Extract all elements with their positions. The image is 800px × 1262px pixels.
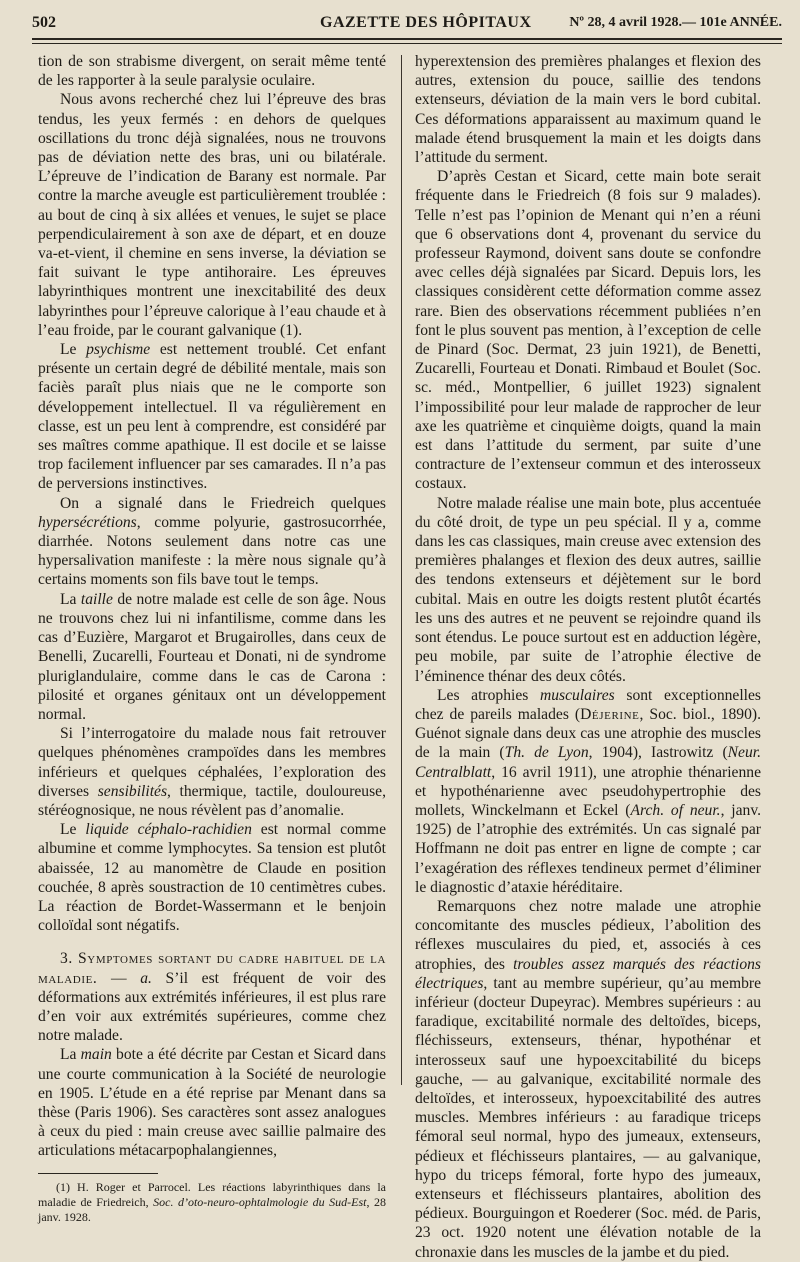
italic-ref: Neur. Centralblatt — [415, 744, 762, 781]
section-paragraph: 3. Symptomes sortant du cadre habituel de la maladie. — a. S’il est fréquent de voir des déformations aux extrémités inférieures, il est plus rare d’en voir aux extrémités supérieures, comme chez notre malade. — [38, 950, 386, 1045]
page-number: 502 — [32, 14, 56, 31]
paragraph: Remarquons chez notre malade une atrophie concomitante des muscles pédieux, l’abolition des réflexes musculaires du pied, et, associés à ces atrophies, des troubles assez marqués des réactions électriques, tant au membre supérieur, qu’au membre inférieur (docteur Dupeyrac). Membres supérieurs : au faradique, excitabilité normale des deltoïdes, biceps, fléchisseurs, extenseurs, thénar, hypothénar et interosseux sauf une hypoexcitabilité du biceps gauche, — au galvanique, excitabilité normale des deltoïdes, et interosseux, hypoexcitabilité des autres muscles. Membres inférieurs : au faradique triceps fémoral seul normal, hypo des jumeaux, extenseurs, pédieux et fléchisseurs plantaires, — au galvanique, hypo du triceps fémoral, forte hypo des jumeaux, extenseurs et fléchisseurs plantaires, abolition des pédieux. Bourguingon et Roederer (Soc. méd. de Paris, 23 oct. 1920 notent une élévation notable de la chronaxie dans les muscles de la jambe et du pied. — [415, 897, 761, 1261]
paragraph: D’après Cestan et Sicard, cette main bote serait fréquente dans le Friedreich (8 fois sur 9 malades). Telle n’est pas l’opinion de Menant qui n’en a réuni que 6 observations dont 4, provenant du service du professeur Raymond, doivent sans doute se confondre avec celles déjà signalées par Sicard. Depuis lors, les classiques considèrent cette déformation comme assez rare. Bien des observations récemment publiées n’en font le plus souvent pas mention, à l’exception de celle de Pinard (Soc. Dermat, 23 juin 1921), de Benetti, Zucarelli, Fourteau et Donati. Rimbaud et Boulet (Soc. sc. méd., Montpellier, 6 juillet 1923) signalent l’impossibilité pour leur malade de rapprocher de leur axe les quatrième et cinquième doigts, quand la main est dans l’attitude du serment, par suite d’une contracture de l’extenseur commun et des interosseux costaux. — [415, 168, 761, 493]
paragraph: Le psychisme est nettement troublé. Cet enfant présente un certain degré de débilité mentale, mais son faciès paraît plus niais que ne le comporte son développement intellectuel. Il va régulièrement en classe, est un peu lent à comprendre, est considéré par ses maîtres comme apathique. Il est docile et se laisse trop facilement influencer par ses camarades. Il n’a pas de perversions instinctives. — [38, 341, 386, 493]
paragraph: Notre malade réalise une main bote, plus accentuée du côté droit, de type un peu spécial. Il y a, comme dans les cas classiques, main creuse avec extension des premières phalanges et flexion des deux autres, saillie des tendons extenseurs et déjètement sur le bord cubital. Mais en outre les doigts restent plutôt écartés les uns des autres et ne peuvent se rejoindre quand ils sont étendus. Le pouce surtout est en adduction légère, peu mobile, par suite de l’atrophie élective de l’éminence thénar des deux côtés. — [415, 494, 761, 685]
footnote-journal: Soc. d’oto-neuro-ophtalmologie du Sud-Est — [153, 1194, 367, 1209]
italic-term: musculaires — [539, 686, 615, 704]
paragraph: Si l’interrogatoire du malade nous fait retrouver quelques phénomènes crampoïdes dans les membres inférieurs et quelques céphalées, l’exploration des diverses sensibilités, thermique, tactile, douloureuse, stéréognosique, ne nous révèlent pas d’anomalie. — [38, 725, 386, 819]
right-column — [415, 52, 761, 1262]
paragraph: tion de son strabisme divergent, on serait même tenté de les rapporter à la seule paralysie oculaire. — [38, 53, 386, 90]
header-rule-thin — [32, 43, 782, 44]
italic-term: liquide céphalo-rachidien — [85, 821, 252, 839]
paragraph: On a signalé dans le Friedreich quelques hypersécrétions, comme polyurie, gastrosucorrhée, diarrhée. Notons seulement dans notre cas une hypersalivation manifeste : la mère nous signale qu’à certains moments son fils bave tout le temps. — [38, 494, 386, 589]
author-name: Déjerine — [580, 705, 640, 723]
paragraph: hyperextension des premières phalanges et flexion des autres, extension du pouce, saillie des tendons extenseurs, déviation de la main vers le bord cubital. Ces déformations apparaissent au maximum quand le malade étend brusquement la main et les doigts dans l’attitude du serment. — [415, 53, 761, 167]
paragraph: Les atrophies musculaires sont exceptionnelles chez de pareils malades (Déjerine, Soc. biol., 1890). Guénot signale dans deux cas une atrophie des muscles de la main (Th. de Lyon, 1904), Iastrowitz (Neur. Centralblatt, 16 avril 1911), une atrophie thénarienne et hypothénarienne avec pseudohypertrophie des mollets, Winckelmann et Eckel (Arch. of neur., janv. 1925) de l’atrophie des extrémités. Un cas signalé par Hoffmann ne doit pas entrer en ligne de compte ; car l’exagération des réflexes tendineux permet d’éliminer le diagnostic d’ataxie héréditaire. — [415, 686, 762, 896]
footnote-rule — [38, 1173, 158, 1174]
italic-ref: Arch. of neur. — [630, 801, 721, 819]
italic-term: taille — [80, 590, 113, 608]
paragraph: La main bote a été décrite par Cestan et Sicard dans une courte communication à la Société de neurologie en 1905. L’étude en a été reprise par Menant dans sa thèse (Paris 1906). Ses caractères sont assez analogues à ceux du pied : main creuse avec saillie palmaire des articulations métacarpophalangiennes, — [38, 1046, 386, 1160]
footnote: (1) H. Roger et Parrocel. Les réactions labyrinthiques dans la maladie de Friedreich, Soc. d’oto-neuro-ophtalmologie du Sud-Est, 28 janv. 1928. — [38, 1179, 387, 1224]
issue-info: Nº 28, 4 avril 1928.— 101e ANNÉE. — [569, 15, 782, 30]
section-heading: 3. Symptomes sortant du cadre habituel de la maladie. — [38, 950, 386, 987]
header-rule-thick — [32, 38, 782, 40]
italic-term: psychisme — [86, 341, 151, 359]
italic-term: troubles assez marqués des réactions électriques — [415, 955, 761, 992]
paragraph: Nous avons recherché chez lui l’épreuve des bras tendus, les yeux fermés : en dehors de quelques oscillations du tronc déjà signalées, nous ne trouvons pas de déviation nette des bras, uni ou bilatérale. L’épreuve de l’indication de Barany est normale. Par contre la marche aveugle est particulièrement troublée : au bout de cinq à six allées et venues, le sujet se place perpendiculairement à son axe de départ, et en douze va-et-vient, il chemine en sens inverse, la déviation se fait suivant le type antihoraire. Les épreuves labyrinthiques montrent une inexcitabilité des deux labyrinthes pour l’épreuve calorique à l’eau chaude et à l’eau froide, par le courant galvanique (1). — [38, 91, 386, 339]
paragraph: Le liquide céphalo-rachidien est normal comme albumine et comme lymphocytes. Sa tension est plutôt abaissée, 12 au manomètre de Claude en position couchée, 8 après soustraction de 10 centimètres cubes. La réaction de Bordet-Wassermann et le benjoin colloïdal sont négatifs. — [38, 821, 386, 935]
paragraph: La taille de notre malade est celle de son âge. Nous ne trouvons chez lui ni infantilisme, comme dans les cas d’Euzière, Margarot et Brugairolles, dans ceux de Benelli, Zucarelli, Fourteau et Donati, ni de syndrome pluriglandulaire, comme dans le cas de Carona : pilosité et organes génitaux ont un développement normal. — [38, 590, 386, 723]
journal-title: GAZETTE DES HÔPITAUX — [320, 14, 532, 31]
column-divider — [401, 55, 402, 1085]
italic-term: main — [80, 1046, 112, 1064]
section-letter: a. — [140, 969, 152, 987]
italic-term: sensibilités — [97, 782, 168, 800]
left-column — [38, 52, 386, 1225]
page-header — [32, 12, 782, 34]
italic-ref: Th. de Lyon — [504, 744, 589, 762]
italic-term: hypersécrétions — [38, 513, 137, 531]
